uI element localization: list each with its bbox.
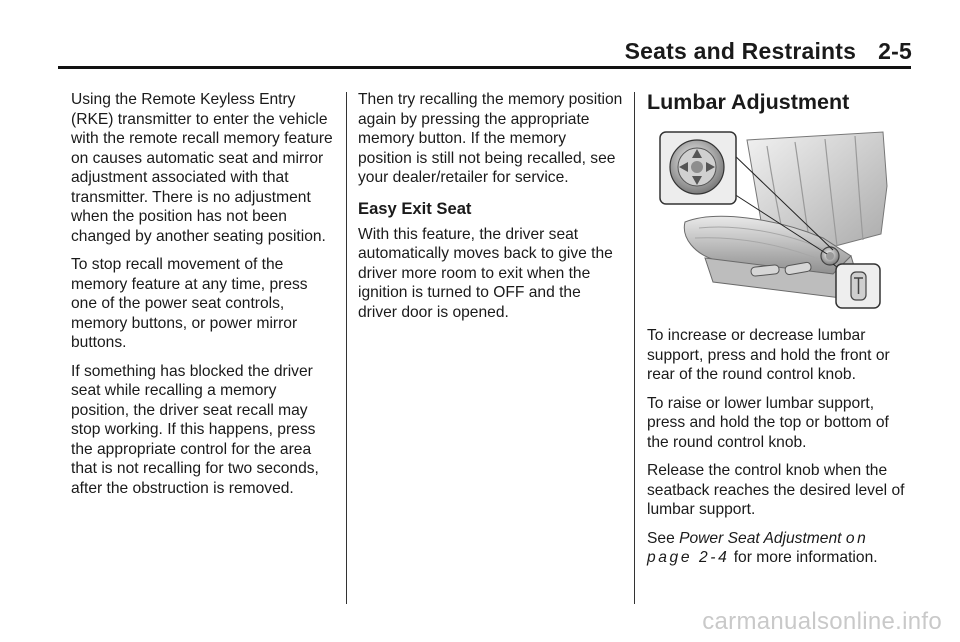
page-number: 2-5 xyxy=(878,38,912,64)
lumbar-control-illustration xyxy=(655,126,901,314)
heading-lumbar-adjustment: Lumbar Adjustment xyxy=(647,90,850,114)
paragraph-stop-recall: To stop recall movement of the memory feature at any time, press one of the power seat controls, memory buttons, or power mirror buttons. xyxy=(71,256,308,351)
paragraph-release-knob: Release the control knob when the seatback reaches the desired level of lumbar support. xyxy=(647,462,905,518)
paragraph-see-reference: See Power Seat Adjustment on page 2-4 for more information. xyxy=(647,529,878,566)
column-left xyxy=(71,90,333,507)
paragraph-blocked-seat: If something has blocked the driver seat while recalling a memory position, the driver seat recall may stop working. If this happens, press the appropriate control for the area that is not recalling for two seconds, after the obstruction is removed. xyxy=(71,362,319,497)
column-right xyxy=(647,88,912,577)
watermark-text: carmanualsonline.info xyxy=(702,608,942,635)
cross-reference-link[interactable]: Power Seat Adjustment xyxy=(679,529,842,547)
paragraph-rke-recall: Using the Remote Keyless Entry (RKE) transmitter to enter the vehicle with the remote recall memory feature on causes automatic seat and mirror adjustment associated with that transmitter. There is no adjustment when the position has not been changed by another seating position. xyxy=(71,91,333,245)
header-rule xyxy=(58,66,911,69)
paragraph-easy-exit: With this feature, the driver seat automatically moves back to give the driver more room to exit when the ignition is turned to OFF and the driver door is opened. xyxy=(358,225,613,321)
heading-easy-exit-seat: Easy Exit Seat xyxy=(358,198,472,218)
cross-reference-page[interactable]: page 2-4 xyxy=(647,549,730,566)
page-header xyxy=(625,38,912,65)
paragraph-try-again: Then try recalling the memory position again by pressing the appropriate memory button. If the memory position is still not being recalled, see your dealer/retailer for service. xyxy=(358,91,623,186)
paragraph-raise-lower: To raise or lower lumbar support, press and hold the top or bottom of the round control knob. xyxy=(647,394,889,451)
column-middle xyxy=(358,90,623,331)
column-divider-2 xyxy=(634,92,635,604)
section-title: Seats and Restraints xyxy=(624,38,857,64)
cross-reference-on: on xyxy=(845,529,869,547)
paragraph-increase-decrease: To increase or decrease lumbar support, press and hold the front or rear of the round control knob. xyxy=(647,327,890,383)
column-divider-1 xyxy=(346,92,347,604)
